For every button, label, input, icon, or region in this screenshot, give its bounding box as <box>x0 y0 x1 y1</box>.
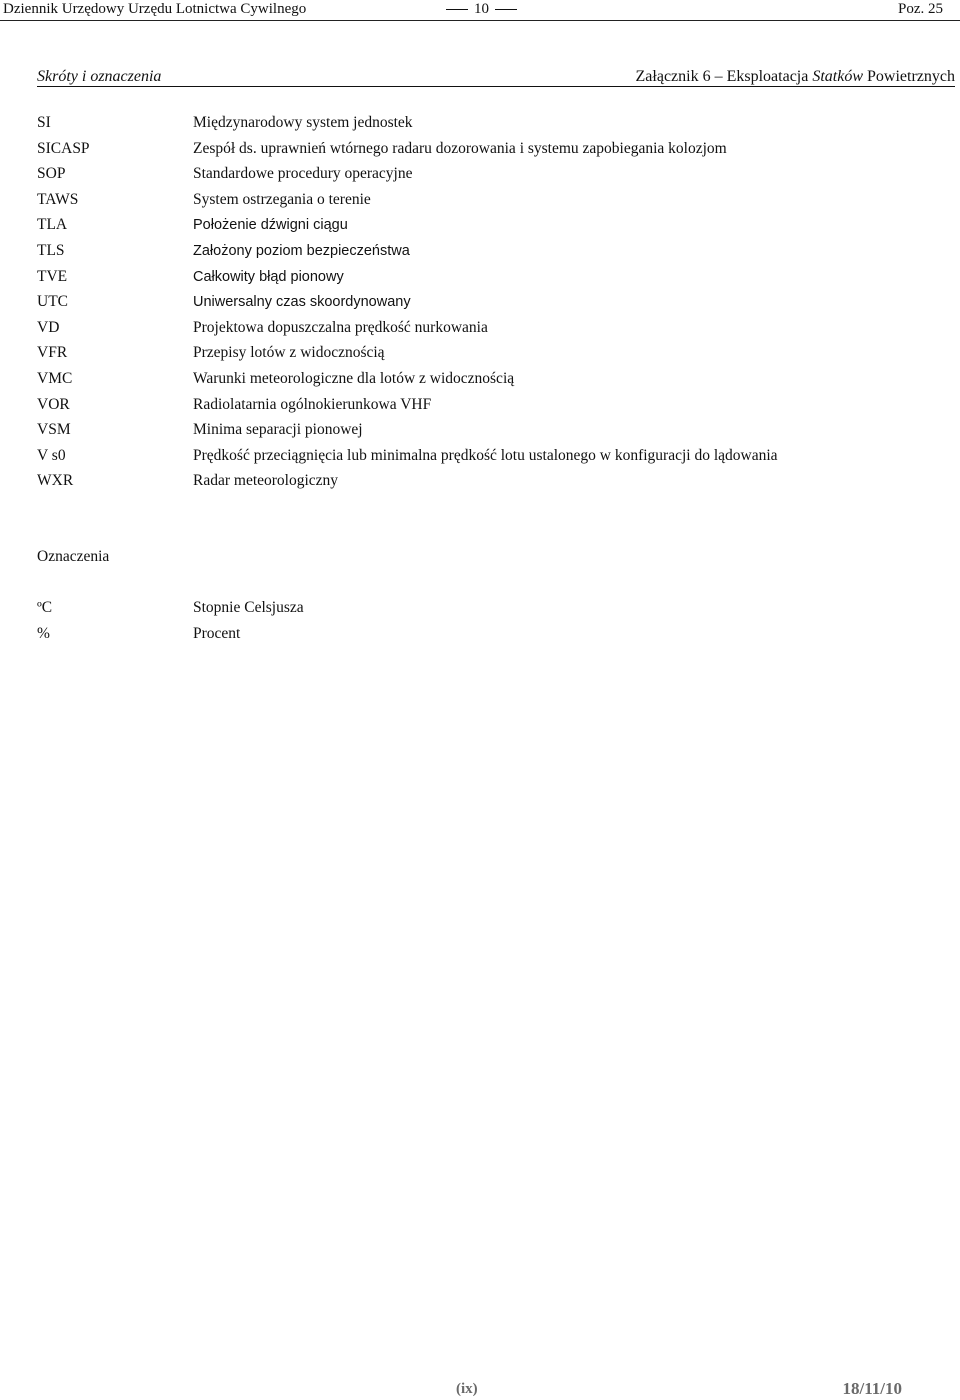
footer-date: 18/11/10 <box>842 1379 902 1398</box>
section-right-title <box>636 67 955 87</box>
dash-right <box>495 9 517 10</box>
abbreviation-description: Standardowe procedury operacyjne <box>193 165 413 183</box>
list-item <box>37 624 937 650</box>
list-item <box>37 369 937 395</box>
symbol-code: ºC <box>37 599 53 616</box>
abbreviation-code: UTC <box>37 293 68 311</box>
list-item <box>37 241 937 267</box>
abbreviation-code: VOR <box>37 395 70 413</box>
page-number-value: 10 <box>474 1 489 17</box>
symbol-code: % <box>37 624 50 642</box>
list-item <box>37 215 937 241</box>
section-right-italic: Statków <box>812 68 864 85</box>
abbreviation-code: TVE <box>37 267 68 285</box>
footer-page-number: (ix) <box>456 1381 478 1397</box>
abbreviation-code: VMC <box>37 369 73 387</box>
abbreviation-list <box>37 113 937 497</box>
abbreviation-description: Prędkość przeciągnięcia lub minimalna prędkość lotu ustalonego w konfiguracji do lądowania <box>193 446 778 464</box>
abbreviation-description: Założony poziom bezpieczeństwa <box>193 242 410 259</box>
abbreviation-description: Całkowity błąd pionowy <box>193 268 344 285</box>
abbreviation-code: VSM <box>37 421 71 439</box>
abbreviation-description: Radar meteorologiczny <box>193 472 339 490</box>
section-left-title: Skróty i oznaczenia <box>37 68 162 85</box>
running-header <box>0 0 960 24</box>
abbreviation-description: System ostrzegania o terenie <box>193 190 371 208</box>
list-item <box>37 292 937 318</box>
abbreviation-code: TLA <box>37 216 68 234</box>
page-number <box>440 0 523 18</box>
section-rule <box>37 86 955 87</box>
abbreviation-code: WXR <box>37 472 74 490</box>
list-item <box>37 471 937 497</box>
abbreviation-description: Warunki meteorologiczne dla lotów z widocznością <box>193 369 515 387</box>
abbreviation-code: SI <box>37 114 51 131</box>
abbreviation-code: SOP <box>37 165 66 183</box>
symbol-description: Procent <box>193 624 241 642</box>
list-item <box>37 420 937 446</box>
list-item <box>37 318 937 344</box>
abbreviation-description: Zespół ds. uprawnień wtórnego radaru dozorowania i systemu zapobiegania kolozjom <box>193 139 727 157</box>
list-item <box>37 343 937 369</box>
list-item <box>37 113 937 139</box>
abbreviation-description: Uniwersalny czas skoordynowany <box>193 294 411 311</box>
dash-left <box>446 9 468 10</box>
abbreviation-description: Położenie dźwigni ciągu <box>193 217 348 234</box>
abbreviation-code: VFR <box>37 344 68 362</box>
symbol-list <box>37 598 937 649</box>
journal-title: Dziennik Urzędowy Urzędu Lotnictwa Cywilnego <box>3 1 307 17</box>
abbreviation-code: TLS <box>37 241 65 259</box>
abbreviation-description: Radiolatarnia ogólnokierunkowa VHF <box>193 395 432 413</box>
list-item <box>37 598 937 624</box>
list-item <box>37 190 937 216</box>
section-right-suffix: Powietrznych <box>863 68 955 85</box>
abbreviation-description: Międzynarodowy system jednostek <box>193 114 413 131</box>
list-item <box>37 164 937 190</box>
list-item <box>37 139 937 165</box>
list-item <box>37 267 937 293</box>
list-item <box>37 446 937 472</box>
list-item <box>37 395 937 421</box>
symbols-heading: Oznaczenia <box>37 548 110 565</box>
abbreviation-code: VD <box>37 318 60 336</box>
section-header <box>37 67 955 89</box>
section-right-prefix: Załącznik 6 – Eksploatacja <box>635 68 813 85</box>
abbreviation-code: V s0 <box>37 446 66 464</box>
header-rule <box>0 20 960 21</box>
abbreviation-code: TAWS <box>37 190 79 208</box>
position-number: Poz. 25 <box>898 1 943 17</box>
abbreviation-description: Przepisy lotów z widocznością <box>193 344 385 362</box>
abbreviation-description: Minima separacji pionowej <box>193 421 363 439</box>
abbreviation-description: Projektowa dopuszczalna prędkość nurkowania <box>193 318 488 336</box>
abbreviation-code: SICASP <box>37 139 90 157</box>
symbol-description: Stopnie Celsjusza <box>193 599 304 616</box>
